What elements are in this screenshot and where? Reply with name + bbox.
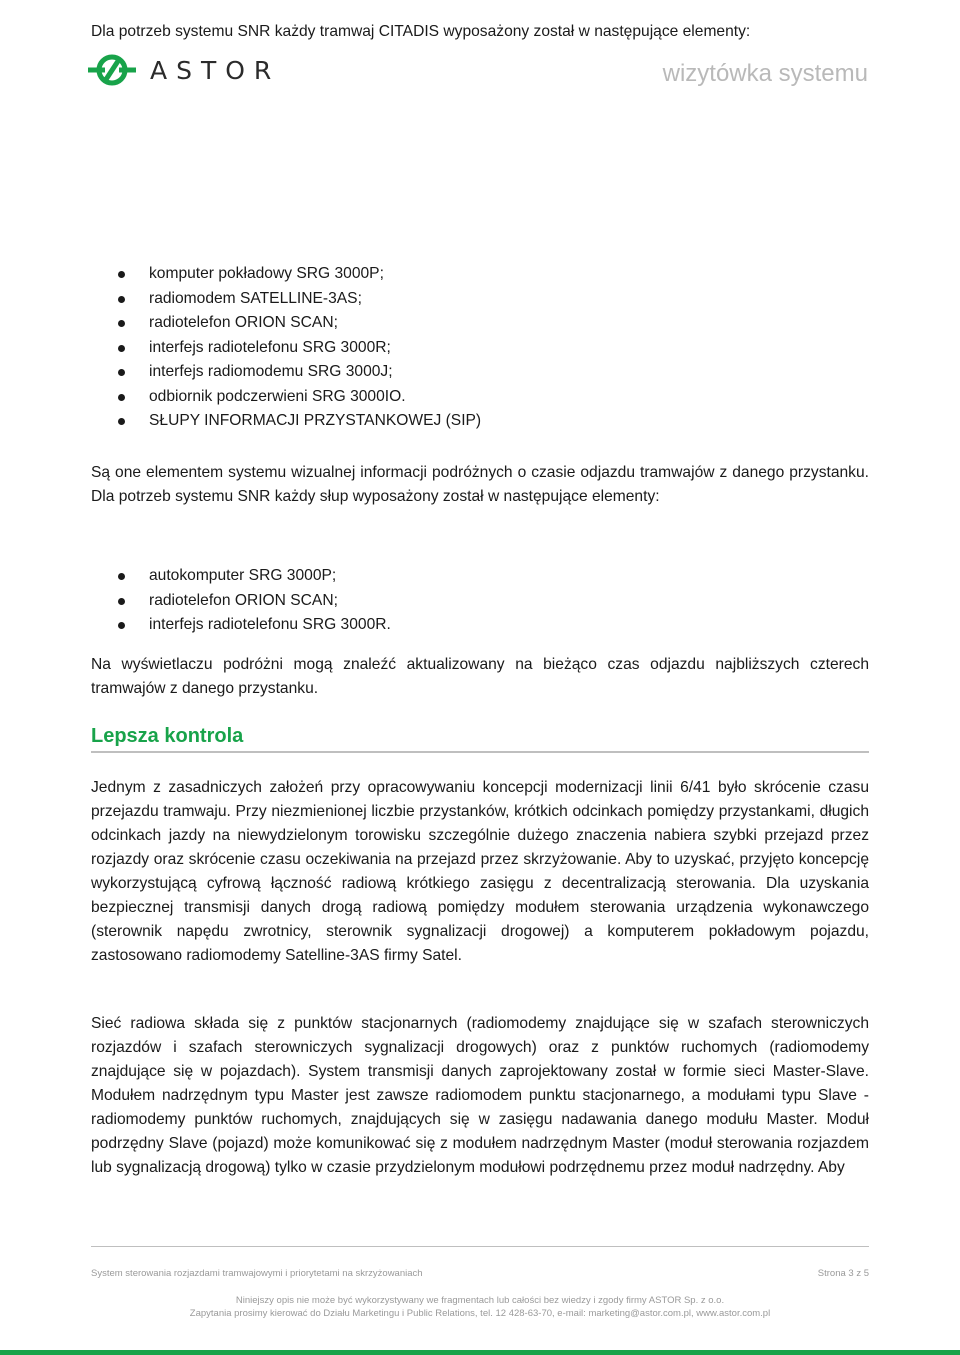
sip-equipment-list (91, 564, 869, 638)
heading-divider (91, 751, 869, 753)
footer-page-number: Strona 3 z 5 (817, 1268, 869, 1279)
logo-wordmark: ASTOR (150, 55, 281, 85)
bullet-icon (118, 369, 125, 376)
bullet-icon (118, 271, 125, 278)
list-item: radiotelefon ORION SCAN; (91, 589, 869, 614)
list-item: interfejs radiotelefonu SRG 3000R. (91, 613, 869, 638)
list-item: interfejs radiomodemu SRG 3000J; (91, 360, 869, 385)
footer-document-title: System sterowania rozjazdami tramwajowymi i priorytetami na skrzyżowaniach (91, 1268, 423, 1279)
footer-contact-note: Zapytania prosimy kierować do Działu Marketingu i Public Relations, tel. 12 428-63-70, e-mail: marketing@astor.com.pl, www.astor.com.pl (189, 1308, 771, 1319)
list-item: SŁUPY INFORMACJI PRZYSTANKOWEJ (SIP) (91, 409, 869, 434)
intro-paragraph: Dla potrzeb systemu SNR każdy tramwaj CITADIS wyposażony został w następujące elementy: (91, 23, 751, 40)
astor-logo (86, 50, 280, 90)
bullet-icon (118, 573, 125, 580)
footer-copyright-note: Niniejszy opis nie może być wykorzystywany we fragmentach lub całości bez wiedzy i zgody firmy ASTOR Sp. z o.o. (235, 1295, 725, 1306)
control-paragraph: Jednym z zasadniczych założeń przy opracowywaniu koncepcji modernizacji linii 6/41 było skrócenie czasu przejazdu tramwaju. Przy niezmienionej liczbie przystanków, krótkich odcinkach pomiędzy przystankami, długich odcinkach jazdy na niewydzielonym torowisku szczególnie dużego znaczenia nabiera szybki przejazd przez rozjazdy oraz skrócenie czasu oczekiwania na przejazd przez skrzyżowanie. Aby to uzyskać, przyjęto koncepcję wykorzystującą cyfrową łączność radiową krótkiego zasięgu z decentralizacją sterowania. Dla uzyskania bezpiecznej transmisji danych drogą radiową pomiędzy modułem sterowania urządzenia wykonawczego (sterownik napędu zwrotnicy, sterownik sygnalizacji drogowej) a komputerem pokładowym pojazdu, zastosowano radiomodemy Satelline-3AS firmy Satel. (91, 779, 869, 964)
bullet-icon (118, 418, 125, 425)
bullet-icon (118, 598, 125, 605)
network-paragraph: Sieć radiowa składa się z punktów stacjonarnych (radiomodemy znajdujące się w szafach sterowniczych rozjazdów i szafach sterowniczych sygnalizacji drogowych) oraz z punktów ruchomych (radiomodemy znajdujące się w pojazdach). System transmisji danych zaprojektowany został w formie sieci Master-Slave. Modułem nadrzędnym typu Master jest zawsze radiomodem punktu stacjonarnego, a modułami typu Slave - radiomodemy punktów ruchomych, znajdujących się w zasięgu nadawania danego modułu Master. Moduł podrzędny Slave (pojazd) może komunikować się z modułem nadrzędnym Master (moduł sterowania rozjazdem lub sygnalizacją drogową) tylko w czasie przydzielonym modułowi podrzędnemu przez moduł nadrzędny. Aby (91, 1015, 869, 1176)
bullet-icon (118, 345, 125, 352)
list-item: komputer pokładowy SRG 3000P; (91, 262, 869, 287)
list-item: radiotelefon ORION SCAN; (91, 311, 869, 336)
list-item: autokomputer SRG 3000P; (91, 564, 869, 589)
bottom-accent-bar (0, 1350, 960, 1355)
document-type-label: wizytówka systemu (662, 60, 868, 87)
sip-paragraph: Są one elementem systemu wizualnej informacji podróżnych o czasie odjazdu tramwajów z danego przystanku. Dla potrzeb systemu SNR każdy słup wyposażony został w następujące elementy: (91, 464, 869, 505)
tram-equipment-list (91, 262, 869, 434)
bullet-icon (118, 622, 125, 629)
bullet-icon (118, 394, 125, 401)
section-heading: Lepsza kontrola (91, 725, 244, 747)
display-paragraph: Na wyświetlaczu podróżni mogą znaleźć aktualizowany na bieżąco czas odjazdu najbliższych czterech tramwajów z danego przystanku. (91, 656, 869, 697)
list-item: radiomodem SATELLINE-3AS; (91, 287, 869, 312)
bullet-icon (118, 296, 125, 303)
bullet-icon (118, 320, 125, 327)
astor-logo-icon (86, 50, 138, 90)
list-item: interfejs radiotelefonu SRG 3000R; (91, 336, 869, 361)
page-header (0, 0, 960, 120)
footer-divider (91, 1246, 869, 1247)
list-item: odbiornik podczerwieni SRG 3000IO. (91, 385, 869, 410)
